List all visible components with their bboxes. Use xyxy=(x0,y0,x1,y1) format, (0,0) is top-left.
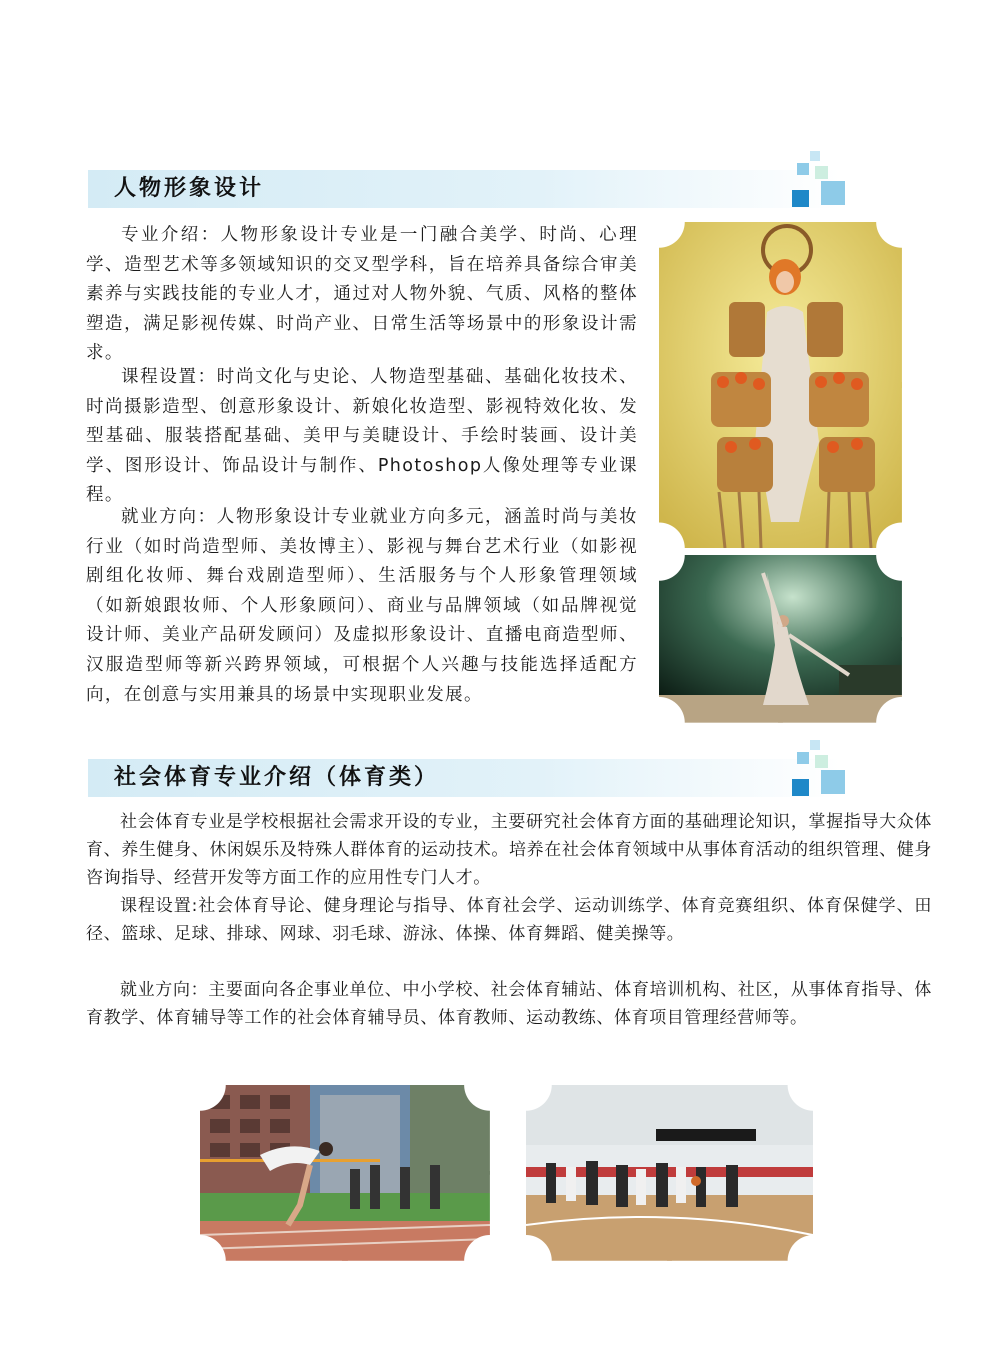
sports-intro-paragraph: 社会体育专业是学校根据社会需求开设的专业，主要研究社会体育方面的基础理论知识，掌握指导大众体育、养生健身、休闲娱乐及特殊人群体育的运动技术。培养在社会体育领域中从事体育活动的组织管理、健身咨询指导、经营开发等方面工作的应用性专门人才。 xyxy=(86,812,932,888)
fashion-model-photo xyxy=(659,222,902,548)
section-header-image-design xyxy=(88,170,840,208)
section-title: 人物形象设计 xyxy=(114,176,265,201)
sports-career-paragraph: 就业方向：主要面向各企事业单位、中小学校、社会体育辅站、体育培训机构、社区，从事体育指导、体育教学、体育辅导等工作的社会体育辅导员、体育教师、运动教练、体育项目管理经营师等。 xyxy=(86,980,932,1028)
courses-paragraph: 课程设置：时尚文化与史论、人物造型基础、基础化妆技术、时尚摄影造型、创意形象设计、新娘化妆造型、影视特效化妆、发型基础、服装搭配基础、美甲与美睫设计、手绘时装画、设计美学、图形设计、饰品设计与制作、Photoshop人像处理等专业课程。 xyxy=(86,367,638,506)
career-paragraph: 就业方向：人物形象设计专业就业方向多元，涵盖时尚与美妆行业（如时尚造型师、美妆博主）、影视与舞台艺术行业（如影视剧组化妆师、舞台戏剧造型师）、生活服务与个人形象管理领域（如新娘跟妆师、个人形象顾问）、商业与品牌领域（如品牌视觉设计师、美业产品研发顾问）及虚拟形象设计、直播电商造型师、汉服造型师等新兴跨界领域，可根据个人兴趣与技能选择适配方向，在创意与实用兼具的场景中实现职业发展。 xyxy=(86,507,638,705)
section-header-social-sports xyxy=(88,759,840,797)
stage-dancer-photo xyxy=(659,555,902,723)
sports-courses-paragraph: 课程设置:社会体育导论、健身理论与指导、体育社会学、运动训练学、体育竞赛组织、体育保健学、田径、篮球、足球、排球、网球、羽毛球、游泳、体操、体育舞蹈、健美操等。 xyxy=(86,896,932,944)
section-title: 社会体育专业介绍（体育类） xyxy=(114,765,440,790)
intro-paragraph: 专业介绍：人物形象设计专业是一门融合美学、时尚、心理学、造型艺术等多领域知识的交叉型学科，旨在培养具备综合审美素养与实践技能的专业人才，通过对人物外貌、气质、风格的整体塑造，满足影视传媒、时尚产业、日常生活等场景中的形象设计需求。 xyxy=(86,225,638,364)
high-jump-photo xyxy=(200,1085,490,1261)
basketball-photo xyxy=(526,1085,813,1261)
